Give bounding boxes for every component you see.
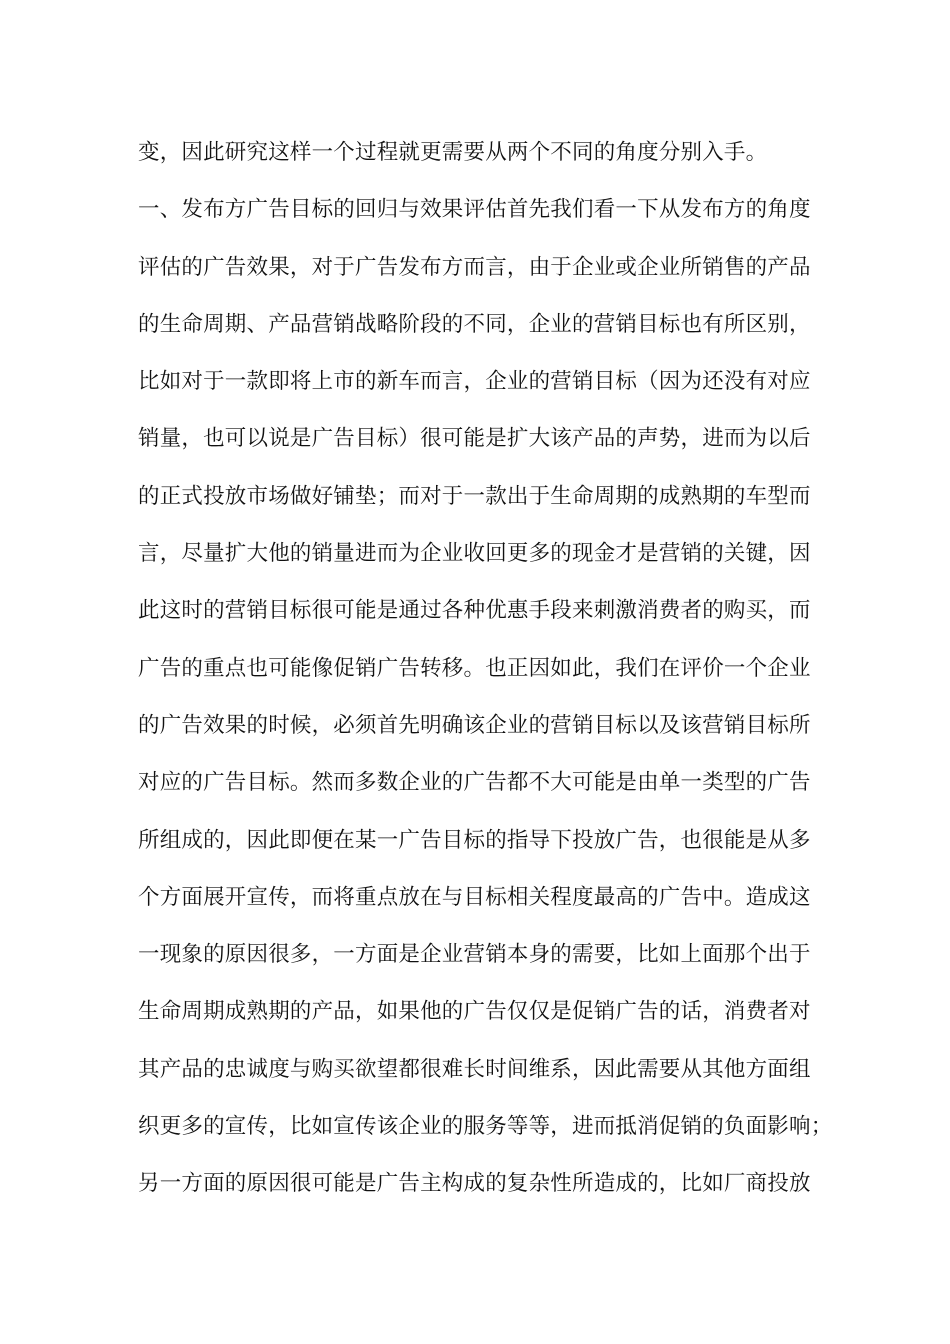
- text-line: 所组成的，因此即便在某一广告目标的指导下投放广告，也很能是从多: [138, 827, 811, 853]
- text-line: 生命周期成熟期的产品，如果他的广告仅仅是促销广告的话，消费者对: [138, 999, 811, 1025]
- text-line: 另一方面的原因很可能是广告主构成的复杂性所造成的，比如厂商投放: [138, 1171, 811, 1197]
- text-line: 对应的广告目标。然而多数企业的广告都不大可能是由单一类型的广告: [138, 770, 811, 796]
- text-line: 的广告效果的时候，必须首先明确该企业的营销目标以及该营销目标所: [138, 712, 811, 738]
- text-line: 织更多的宣传，比如宣传该企业的服务等等，进而抵消促销的负面影响；: [138, 1114, 833, 1140]
- text-line: 广告的重点也可能像促销广告转移。也正因如此，我们在评价一个企业: [138, 655, 811, 681]
- body-text: [138, 128, 833, 1217]
- text-line: 其产品的忠诚度与购买欲望都很难长时间维系，因此需要从其他方面组: [138, 1056, 811, 1082]
- text-line: 此这时的营销目标很可能是通过各种优惠手段来刺激消费者的购买，而: [138, 598, 811, 624]
- text-line: 的正式投放市场做好铺垫；而对于一款出于生命周期的成熟期的车型而: [138, 483, 811, 509]
- text-line: 言，尽量扩大他的销量进而为企业收回更多的现金才是营销的关键，因: [138, 541, 811, 567]
- text-line: 一现象的原因很多，一方面是企业营销本身的需要，比如上面那个出于: [138, 942, 811, 968]
- text-line: 比如对于一款即将上市的新车而言，企业的营销目标（因为还没有对应: [138, 369, 811, 395]
- text-line: 变，因此研究这样一个过程就更需要从两个不同的角度分别入手。: [138, 140, 768, 165]
- text-line: 的生命周期、产品营销战略阶段的不同，企业的营销目标也有所区别，: [138, 311, 811, 337]
- text-line: 个方面展开宣传，而将重点放在与目标相关程度最高的广告中。造成这: [138, 884, 811, 910]
- text-line: 销量，也可以说是广告目标）很可能是扩大该产品的声势，进而为以后: [138, 426, 811, 452]
- text-line: 一、发布方广告目标的回归与效果评估首先我们看一下从发布方的角度: [138, 197, 811, 223]
- text-line: 评估的广告效果，对于广告发布方而言，由于企业或企业所销售的产品: [138, 254, 811, 280]
